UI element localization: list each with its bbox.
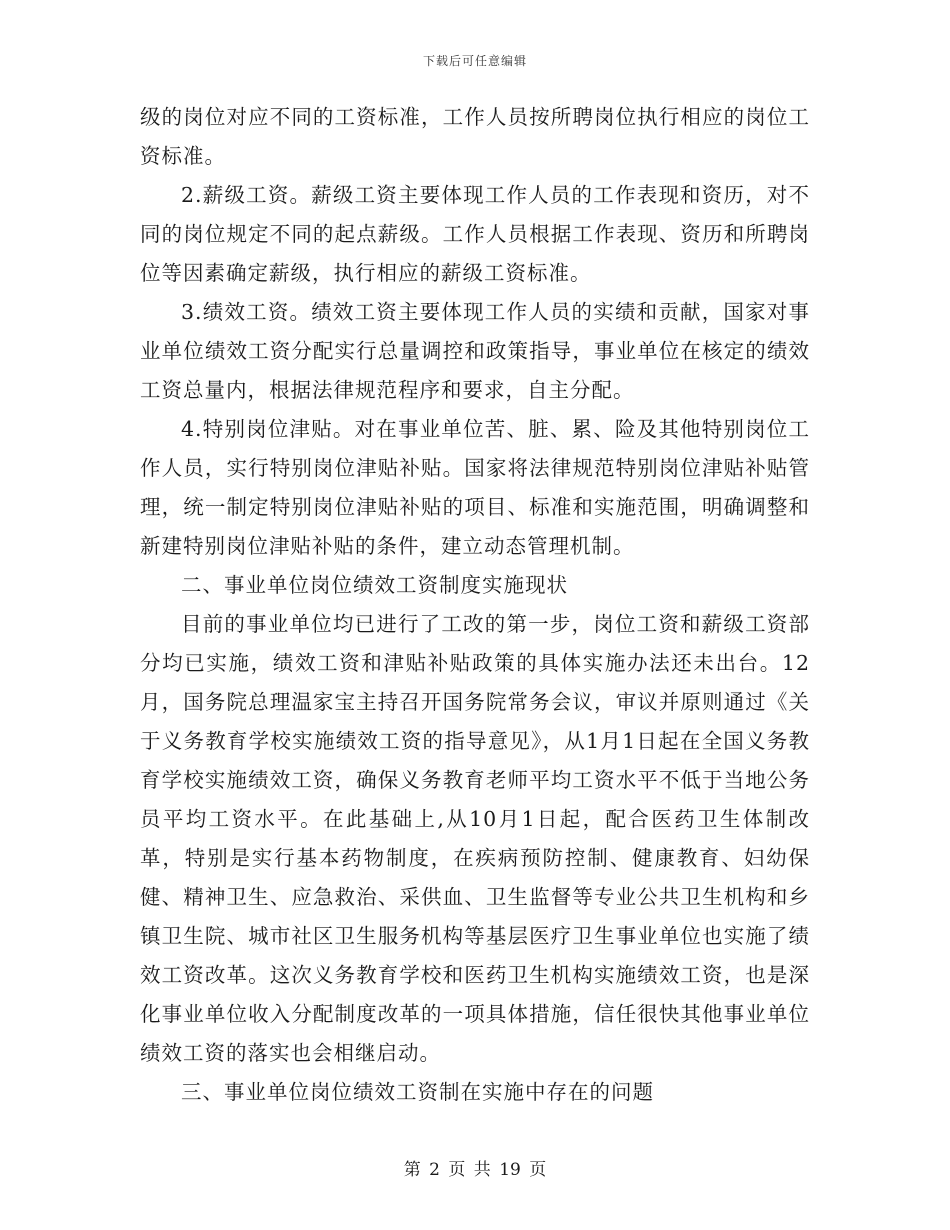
page-header: 下载后可任意编辑: [422, 54, 527, 68]
paragraph-salary-grade: 2.薪级工资。薪级工资主要体现工作人员的工作表现和资历，对不同的岗位规定不同的起点薪级。工作人员根据工作表现、资历和所聘岗位等因素确定薪级，执行相应的薪级工资标准。: [140, 183, 810, 285]
page-number-footer: 第 2 页 共 19 页: [403, 1160, 547, 1180]
section-heading-2: 二、事业单位岗位绩效工资制度实施现状: [181, 573, 568, 597]
section-heading-3: 三、事业单位岗位绩效工资制在实施中存在的问题: [181, 1080, 654, 1104]
paragraph-implementation-status: 目前的事业单位均已进行了工改的第一步，岗位工资和薪级工资部分均已实施，绩效工资和津贴补贴政策的具体实施办法还未出台。12月，国务院总理温家宝主持召开国务院常务会议，审议并原则通过《关于义务教育学校实施绩效工资的指导意见》，从1月1日起在全国义务教育学校实施绩效工资，确保义务教育老师平均工资水平不低于当地公务员平均工资水平。在此基础上,从10月1日起，配合医药卫生体制改革，特别是实行基本药物制度，在疾病预防控制、健康教育、妇幼保健、精神卫生、应急救治、采供血、卫生监督等专业公共卫生机构和乡镇卫生院、城市社区卫生服务机构等基层医疗卫生事业单位也实施了绩效工资改革。这次义务教育学校和医药卫生机构实施绩效工资，也是深化事业单位收入分配制度改革的一项具体措施，信任很快其他事业单位绩效工资的落实也会相继启动。: [140, 612, 810, 1065]
document-body: [140, 98, 810, 1112]
paragraph-special-allowance: 4.特别岗位津贴。对在事业单位苦、脏、累、险及其他特别岗位工作人员，实行特别岗位津贴补贴。国家将法律规范特别岗位津贴补贴管理，统一制定特别岗位津贴补贴的项目、标准和实施范围，明确调整和新建特别岗位津贴补贴的条件，建立动态管理机制。: [140, 417, 810, 558]
paragraph-performance-pay: 3.绩效工资。绩效工资主要体现工作人员的实绩和贡献，国家对事业单位绩效工资分配实行总量调控和政策指导，事业单位在核定的绩效工资总量内，根据法律规范程序和要求，自主分配。: [140, 300, 810, 402]
paragraph-continuation: 级的岗位对应不同的工资标准，工作人员按所聘岗位执行相应的岗位工资标准。: [140, 105, 810, 168]
